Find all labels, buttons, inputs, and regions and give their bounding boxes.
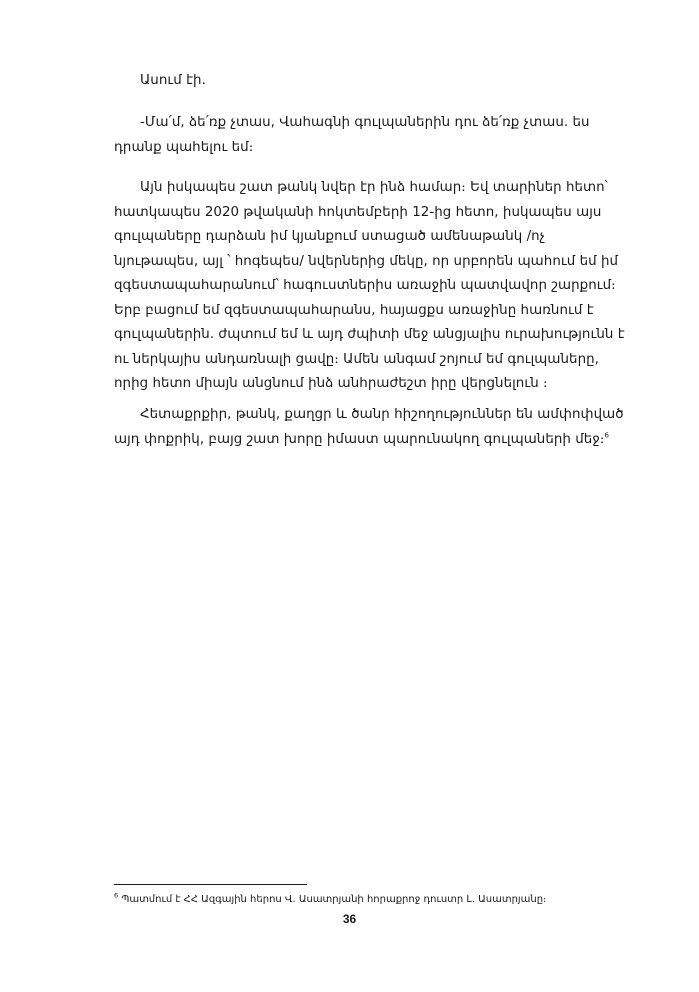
footnote-text: Պատմում է ՀՀ Ազգային հերոս Վ. Ասատրյանի հորաքրոջ դուստր Լ. Ասատրյանը։	[118, 894, 547, 905]
paragraph-3	[114, 176, 625, 397]
text-line	[114, 403, 624, 428]
line-text: Երբ բացում եմ զգեստապահարանս, հայացքս առաջինը հառնում է	[114, 302, 594, 318]
line-text: որից հետո միայն անցնում ինձ անհրաժեշտ իրը վերցնելուն ։	[114, 376, 548, 391]
text-line	[114, 299, 594, 324]
paragraph-2	[114, 111, 594, 160]
paragraph-4	[114, 403, 624, 452]
line-text: Հետաքրքիր, թանկ, քաղցր և ծանր հիշողություններ են ամփոփված	[140, 407, 624, 422]
line-text: նյութապես, այլ ՝ հոգեպես/ նվերներից մեկը, որ սրբորեն պահում եմ իմ	[114, 253, 619, 269]
line-text: -Մա՛մ, ձե՛ռք չտաս, Վահագնի գուլպաներին դու ձե՛ռք չտաս. ես	[140, 115, 590, 130]
text-line	[114, 136, 594, 161]
footnote-reference[interactable]: 6	[604, 431, 609, 440]
line-text: գուլպաներին. ժպտում եմ և այդ ժպիտի մեջ անցյալիս ուրախությունն է	[114, 327, 625, 342]
line-text: զգեստապահարանում՝ հագուստներիս առաջին պատվավոր շարքում։	[114, 278, 616, 293]
page-number: 36	[342, 912, 357, 926]
text-line	[114, 348, 599, 373]
line-text: Ասում էի.	[140, 73, 206, 88]
text-line	[114, 250, 619, 275]
text-line	[114, 428, 609, 453]
text-line	[114, 111, 594, 136]
line-text: այդ փոքրիկ, բայց շատ խորը իմաստ պարունակող գուլպաների մեջ։	[114, 431, 605, 447]
text-line	[114, 201, 602, 226]
line-text: հատկապես 2020 թվականի հոկտեմբերի 12-ից հետո, իսկապես այս	[114, 204, 602, 220]
text-line	[114, 274, 616, 299]
line-text: Այն իսկապես շատ թանկ նվեր էր ինձ համար։ Եվ տարիներ հետո՝	[140, 180, 608, 195]
text-line	[114, 69, 594, 94]
text-line	[114, 323, 625, 348]
text-line	[114, 225, 594, 250]
line-text: գուլպաները դարձան իմ կյանքում ստացած ամենաթանկ /ոչ	[114, 229, 546, 244]
line-text: ու ներկայիս անդառնալի ցավը։ Ամեն անգամ շոյում եմ գուլպաները,	[114, 351, 599, 367]
footnote	[114, 893, 546, 906]
line-text: դրանք պահելու եմ։	[114, 139, 254, 155]
footnote-marker: 6	[114, 891, 119, 900]
text-line	[114, 176, 608, 201]
text-line	[114, 372, 594, 397]
footnote-separator	[114, 884, 307, 885]
paragraph-1	[114, 69, 594, 94]
